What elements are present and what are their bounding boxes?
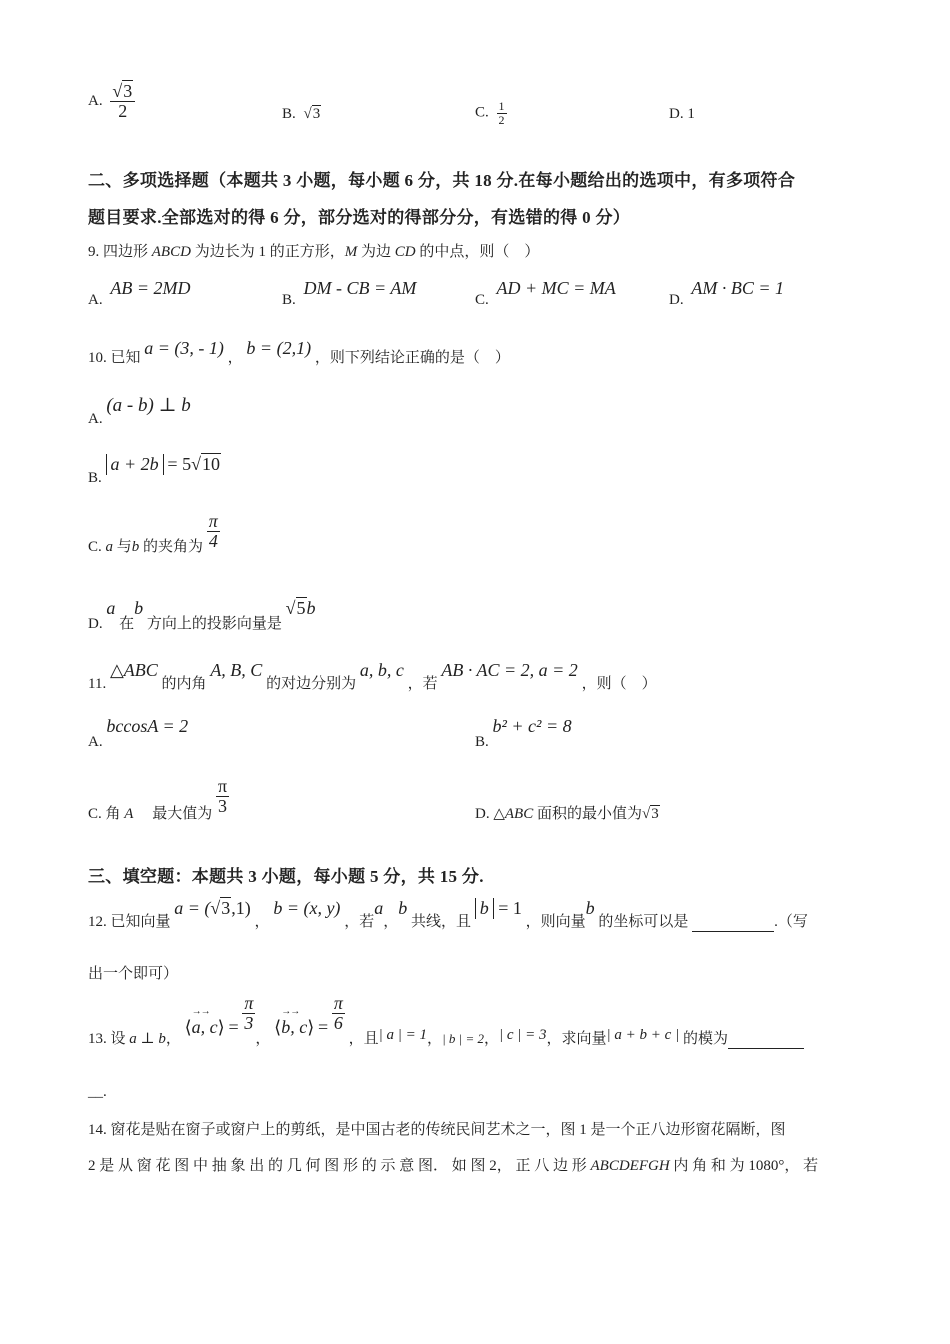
- question-9-option-d: D. AM · BC = 1: [669, 278, 784, 308]
- question-12-line2: 出一个即可）: [88, 966, 179, 982]
- question-12-stem: 12. 已知向量 a = (√3,1) ， b = (x, y) ，若a，b 共线，且 b = 1 ，则向量b 的坐标可以是 .（写: [88, 898, 808, 930]
- question-9-stem: 9. 四边形 ABCD 为边长为 1 的正方形，M 为边 CD 的中点，则（ ）: [88, 244, 540, 260]
- question-11-option-c: C. 角 A 最大值为 $\frac{\pi}{3}$: [88, 776, 228, 822]
- fraction-sqrt3-over-2: $\frac{√3}{2}$: [110, 82, 135, 121]
- section-2-heading-line1: 二、多项选择题（本题共 3 小题，每小题 6 分，共 18 分.在每小题给出的选项中，有多项符合: [88, 171, 796, 190]
- fraction-1-over-2: $\frac{1}{2}$: [498, 99, 505, 127]
- question-9-option-b: B. DM - CB = AM: [282, 278, 417, 308]
- section-2-heading-line2: 题目要求.全部选对的得 6 分，部分选对的得部分分，有选错的得 0 分）: [88, 208, 631, 227]
- q8-option-b: B. √3: [282, 106, 321, 122]
- question-13-stem: 13. 设 a ⊥ b， ⟨ →→ a, c⟩ = $\frac{\pi}{3}$ ， ⟨ →→ b, c⟩ = $\frac{\pi}{6}$ ，且| a | = 1，| b | = 2，| c | = 3，求向量| a + b + c | 的模为: [88, 994, 804, 1033]
- question-11-stem: 11. △ABC 的内角 A, B, C 的对边分别为 a, b, c ，若 AB · AC = 2, a = 2 ，则（ ）: [88, 660, 657, 692]
- section-3-heading: 三、填空题：本题共 3 小题，每小题 5 分，共 15 分.: [88, 867, 484, 886]
- question-9-option-c: C. AD + MC = MA: [475, 278, 616, 308]
- q8-option-c: C. $\frac{1}{2}$: [475, 99, 505, 127]
- question-10-option-c: C. a 与b 的夹角为 $\frac{\pi}{4}$: [88, 511, 218, 555]
- question-11-option-a: A. bccosA = 2: [88, 716, 189, 750]
- question-10-option-b: B. a + 2b = 5√10: [88, 454, 220, 486]
- answer-blank-13[interactable]: [728, 1031, 804, 1049]
- question-14-line2: 2 是 从 窗 花 图 中 抽 象 出 的 几 何 图 形 的 示 意 图． 如 图 2， 正 八 边 形 ABCDEFGH 内 角 和 为 1080°， 若: [88, 1158, 819, 1174]
- question-13-line2: __.: [88, 1084, 107, 1100]
- q8-option-a: A. $\frac{√3}{2}$: [88, 82, 135, 121]
- fraction-pi-over-4: $\frac{\pi}{4}$: [208, 511, 218, 551]
- question-10-stem: 10. 已知 a = (3, - 1) ， b = (2,1) ，则下列结论正确的是（ ）: [88, 338, 510, 366]
- question-10-option-a: A. (a - b) ⊥ b: [88, 395, 191, 427]
- q8-option-d: D. 1: [669, 106, 695, 122]
- fraction-pi-over-6: $\frac{\pi}{6}$: [333, 993, 343, 1033]
- fraction-pi-over-3-b: $\frac{\pi}{3}$: [244, 993, 254, 1033]
- question-10-option-d: D. a 在b 方向上的投影向量是 √5b: [88, 598, 316, 632]
- question-11-option-b: B. b² + c² = 8: [475, 716, 572, 750]
- fraction-pi-over-3: $\frac{\pi}{3}$: [217, 776, 228, 816]
- answer-blank-12[interactable]: [692, 914, 774, 932]
- question-9-option-a: A. AB = 2MD: [88, 278, 191, 308]
- question-14-line1: 14. 窗花是贴在窗子或窗户上的剪纸，是中国古老的传统民间艺术之一，图 1 是一个正八边形窗花隔断，图: [88, 1122, 786, 1138]
- question-11-option-d: D. △ABC 面积的最小值为√3: [475, 806, 659, 822]
